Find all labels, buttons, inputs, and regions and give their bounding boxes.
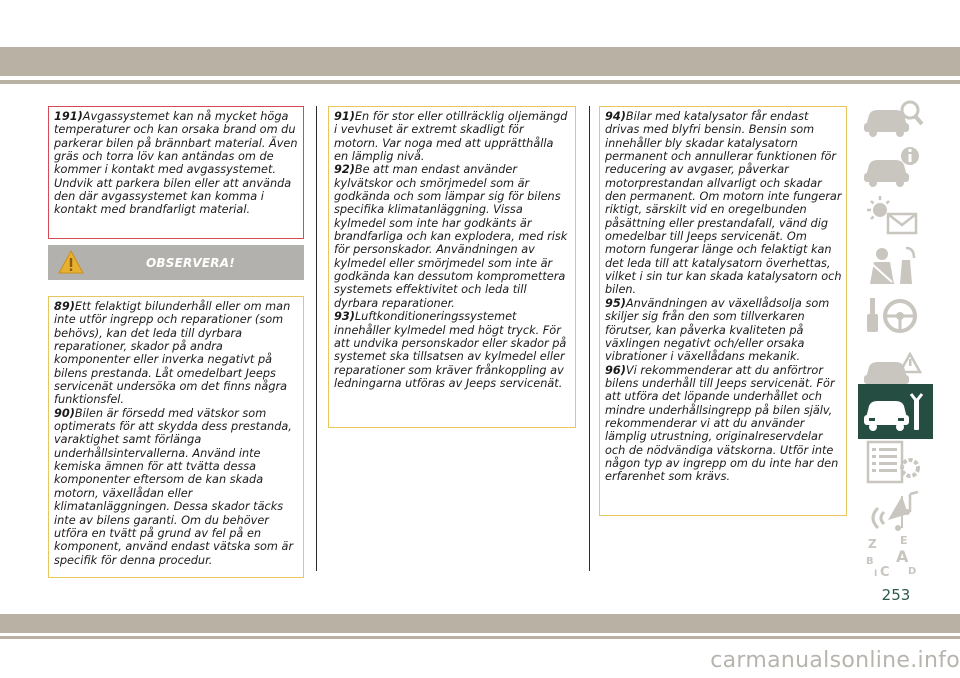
note-89 — [54, 300, 299, 407]
warning-number: 191) — [54, 110, 83, 123]
footer-rule — [0, 636, 960, 639]
note-text: Be att man endast använder kylvätskor och smörjmedel som är godkända och som lämpar sig för bilens specifika klimatanläggning. Vissa kylmedel som inte har godkänts är brandfarliga och kan explodera, med risk för personskador. Användningen av kylmedel eller smörjmedel som inte är godkända kan dessutom kompromettera systemets effektivitet och leda till dyrbara reparationer. — [334, 163, 568, 310]
index-letter: Z — [868, 537, 877, 551]
note-number: 90) — [54, 406, 75, 420]
warning-triangle-icon — [58, 249, 84, 275]
index-letter: E — [900, 534, 908, 547]
column-divider — [316, 106, 317, 571]
note-text: Användningen av växellådsolja som skiljer sig från den som tillverkaren förutser, kan påverka kvaliteten på växlingen negativt och/eller orsaka vibrationer i växellådans mekanik. — [605, 296, 830, 364]
nav-index[interactable] — [858, 532, 933, 587]
warning-paragraph — [54, 110, 299, 217]
multimedia-icon — [858, 484, 933, 539]
note-number: 94) — [605, 110, 626, 123]
note-text: Bilen är försedd med vätskor som optimerats för att skydda dess prestanda, varaktighet samt förlänga underhållsintervallerna. Använd inte kemiska ämnen för att tvätta dessa komponenter eftersom de kan skada motorn, växellådan eller klimatanläggningen. Dessa skador täcks inte av bilens garanti. Om du behöver utföra en tvätt på grund av fel på en komponent, använd endast vätska som är specifik för denna procedur. — [54, 406, 294, 567]
nav-multimedia[interactable] — [858, 484, 933, 539]
note-93 — [334, 310, 571, 390]
note-number: 91) — [334, 110, 355, 123]
note-text: Bilar med katalysator får endast drivas med blyfri bensin. Bensin som innehåller bly skadar katalysatorn permanent och annullerar funktionen för reducering av avgaser, påverkar motorprestandan allvarligt och skadar den permanent. Om motorn inte fungerar riktigt, särskilt vid en oregelbunden påsättning eller prestandafall, vänd dig omedelbar till Jeeps servicenät. Om motorn fungerar länge och felaktigt kan det leda till att katalysatorn överhettas, vilket i sin tur kan skada katalysatorn och bilen. — [605, 110, 842, 297]
notes-box-col3 — [599, 106, 847, 516]
nav-starting-driving[interactable] — [858, 290, 933, 345]
note-number: 95) — [605, 296, 626, 310]
car-search-icon — [858, 90, 933, 145]
note-text: Vi rekommenderar att du anförtror bilens underhåll till Jeeps servicenät. För att utföra det löpande underhållet och mindre underhållsingrepp på bilen själv, rekommenderar vi att du använder lämplig utrustning, originalreservdelar och de nödvändiga vätskorna. Utför inte någon typ av ingrepp om du inte har den erfarenhet som krävs. — [605, 363, 839, 484]
footer-band — [0, 614, 960, 633]
page-number: 253 — [881, 586, 911, 604]
warning-box — [48, 106, 304, 239]
observera-header — [48, 245, 304, 280]
alphabetical-index-icon — [858, 532, 933, 587]
header-rule — [0, 80, 960, 84]
note-96 — [605, 364, 842, 484]
note-90 — [54, 407, 299, 567]
nav-car-search[interactable] — [858, 90, 933, 145]
note-text: Luftkonditioneringssystemet innehåller kylmedel med högt tryck. För att undvika personskador eller skador på systemet ska tillsatsen av kylmedel eller reparationer som kräver frånkoppling av ledningarna utföras av Jeeps servicenät. — [334, 310, 567, 390]
note-number: 89) — [54, 300, 75, 313]
note-91 — [334, 110, 571, 163]
column-divider — [589, 106, 590, 571]
steering-wheel-icon — [858, 290, 933, 345]
index-letter: C — [880, 565, 890, 580]
technical-data-icon — [858, 434, 933, 489]
car-info-icon — [858, 140, 933, 195]
note-text: En för stor eller otillräcklig oljemängd i vevhuset är extremt skadligt för motorn. Var noga med att upprätthålla en lämplig nivå. — [334, 110, 568, 164]
note-number: 93) — [334, 310, 355, 324]
note-number: 96) — [605, 363, 626, 377]
index-letter: D — [908, 566, 917, 577]
note-95 — [605, 297, 842, 364]
nav-technical-data[interactable] — [858, 434, 933, 489]
header-band — [0, 47, 960, 76]
note-number: 92) — [334, 163, 355, 177]
index-letter: B — [866, 556, 874, 567]
warning-lights-message-icon — [858, 190, 933, 245]
nav-car-info[interactable] — [858, 140, 933, 195]
index-letter: I — [874, 569, 878, 579]
watermark: carmanualsonline.info — [710, 648, 960, 673]
top-margin — [0, 0, 960, 44]
observera-title: OBSERVERA! — [146, 256, 235, 270]
index-letter: A — [896, 547, 909, 566]
notes-box-col1 — [48, 296, 304, 578]
notes-box-col2 — [328, 106, 576, 428]
warning-text: Avgassystemet kan nå mycket höga temperaturer och kan orsaka brand om du parkerar bilen på brännbart material. Även gräs och torra löv kan antändas om de kommer i kontakt med avgassystemet. Undvik att parkera bilen eller att använda den där avgassystemet kan komma i kontakt med brandfarligt material. — [54, 110, 298, 217]
seatbelt-safety-icon — [858, 240, 933, 295]
note-94 — [605, 110, 842, 297]
note-text: Ett felaktigt bilunderhåll eller om man inte utför ingrepp och reparationer (som behövs), kan det leda till dyrbara reparationer, skador på andra komponenter eller inverka negativt på bilens prestanda. Låt omedelbart Jeeps servicenät undersöka om det finns några funktionsfel. — [54, 300, 291, 407]
nav-maintenance-active[interactable] — [858, 384, 933, 439]
nav-warning-lights[interactable] — [858, 190, 933, 245]
car-maintenance-icon — [858, 384, 933, 439]
note-92 — [334, 163, 571, 310]
nav-safety[interactable] — [858, 240, 933, 295]
